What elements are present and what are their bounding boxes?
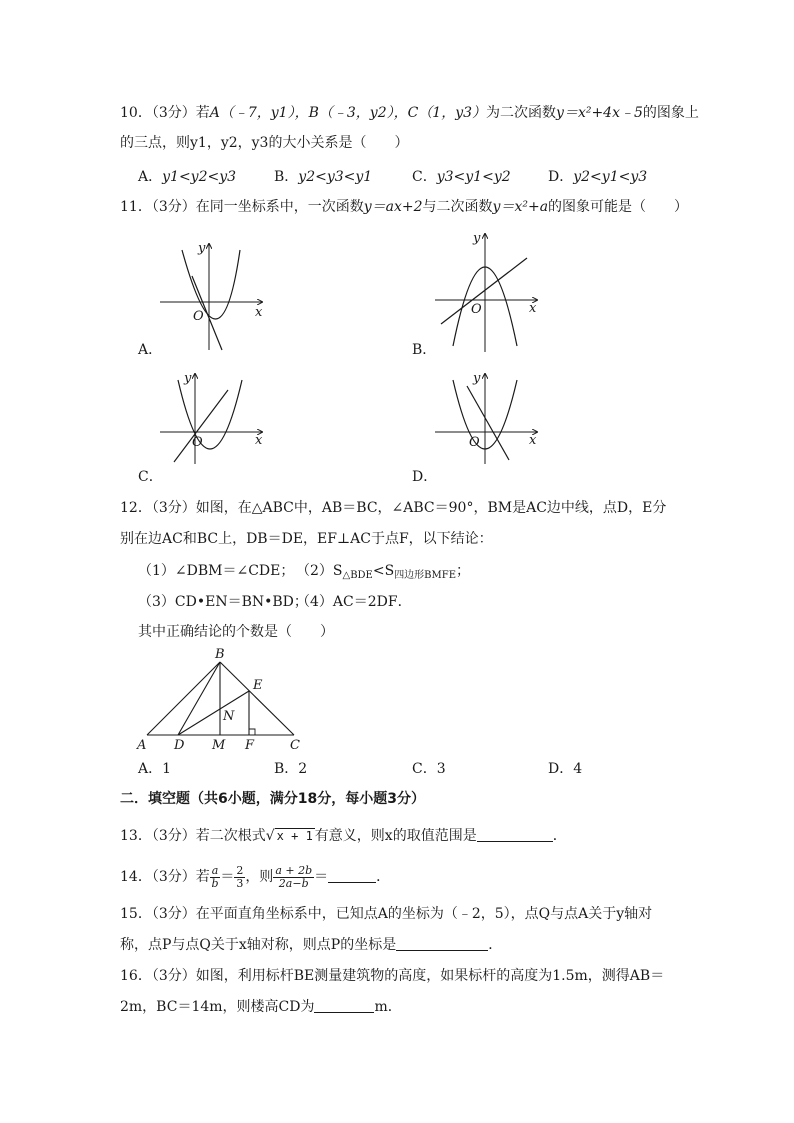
origin-label: O	[469, 435, 480, 450]
q14-answer-blank[interactable]	[328, 868, 376, 883]
q12-line1	[120, 498, 666, 518]
q12-line2: 别在边AC和BC上，DB＝DE，EF⊥AC于点F，以下结论：	[120, 531, 493, 547]
q10-text-c: 的图象上	[642, 105, 699, 121]
q11-linear-function: y＝ax+2	[363, 199, 423, 215]
q10-option-c: C．y3<y1<y2	[412, 169, 511, 185]
q16-line1: 16．（3分）如图，利用标杆BE测量建筑物的高度，如果标杆的高度为1.5m，测得AB＝	[120, 968, 665, 984]
q15-score: （3分）	[151, 906, 196, 922]
q11-text-b: 与二次函数	[422, 199, 493, 215]
q16-number: 16．	[120, 968, 152, 984]
q11-graph-b	[425, 228, 545, 356]
q12-ask: 其中正确结论的个数是（ ）	[138, 624, 334, 640]
x-label: x	[529, 433, 537, 448]
q11-graph-d	[425, 368, 545, 468]
parabola	[182, 250, 240, 319]
q16-answer-blank[interactable]	[314, 998, 374, 1013]
q11-option-b: B．	[412, 342, 437, 358]
y-label: y	[473, 371, 481, 386]
q10-points: A（﹣7，y1），B（﹣3，y2），C（1，y3）	[209, 105, 487, 121]
segment-AB	[147, 662, 220, 735]
q13-text-b: 有意义，则x的取值范围是	[314, 828, 477, 844]
q10-option-b: B．y2<y3<y1	[274, 169, 373, 185]
q16-line2: 2m，BC＝14m，则楼高CD为 m．	[120, 999, 402, 1015]
sqrt-sign: √	[265, 828, 275, 844]
x-label: x	[529, 301, 537, 316]
origin-label: O	[192, 435, 203, 450]
label-A: A	[137, 738, 147, 753]
q15-answer-blank[interactable]	[396, 936, 488, 951]
label-B: B	[215, 647, 225, 662]
q13-line: 13．（3分）若二次根式√ x + 1 有意义，则x的取值范围是 ．	[120, 828, 567, 844]
q12-conclusion-1: （1）∠DBM＝∠CDE；	[138, 563, 295, 579]
label-F: F	[245, 738, 255, 753]
q10-function: y＝x²+4x﹣5	[556, 105, 643, 121]
label-D: D	[174, 738, 185, 753]
label-M: M	[212, 738, 226, 753]
q11-stem	[120, 197, 688, 217]
q10-line2: 的三点，则y1，y2，y3的大小关系是（ ）	[120, 135, 409, 151]
q10-text-b: 为二次函数	[486, 105, 557, 121]
q12-conclusion-3: （3）CD•EN＝BN•BD；	[138, 594, 308, 610]
label-N: N	[223, 709, 235, 724]
q12-option-b: B．2	[274, 761, 308, 777]
x-label: x	[255, 433, 263, 448]
line	[441, 258, 527, 324]
q12-number: 12．	[120, 500, 152, 516]
q10-option-a: A．y1<y2<y3	[138, 169, 237, 185]
q12-option-a: A．1	[138, 761, 172, 777]
q10-option-d: D．y2<y1<y3	[548, 169, 648, 185]
q13-answer-blank[interactable]	[477, 827, 553, 842]
q11-number: 11．	[120, 199, 152, 215]
origin-label: O	[193, 309, 204, 324]
q12-conclusion-4: （4）AC＝2DF．	[296, 594, 412, 610]
segment-DE	[178, 691, 249, 735]
x-label: x	[255, 305, 263, 320]
q12-score: （3分）	[151, 500, 196, 516]
y-label: y	[198, 241, 206, 256]
segment-BD	[178, 662, 220, 735]
q11-quadratic-function: y＝x²+a	[492, 199, 549, 215]
fraction-expression: $\frac{a + 2b}{2a-b}$	[275, 863, 313, 890]
q14-score: （3分）	[151, 869, 196, 885]
q11-graph-c	[150, 368, 275, 468]
section-2-heading: 二．填空题（共6小题，满分18分，每小题3分）	[120, 791, 425, 807]
segment-BC	[220, 662, 294, 735]
q15-number: 15．	[120, 906, 152, 922]
q10-score: （3分）	[151, 105, 196, 121]
q16-score: （3分）	[151, 968, 196, 984]
q13-text-a: 若二次根式	[195, 828, 266, 844]
q15-line1: 15．（3分）在平面直角坐标系中，已知点A的坐标为（﹣2，5），点Q与点A关于y轴对	[120, 906, 653, 922]
origin-label: O	[471, 302, 482, 317]
y-label: y	[473, 231, 481, 246]
q10-number: 10．	[120, 105, 152, 121]
fraction-2-over-3: $\frac{2}{3}$	[236, 863, 244, 890]
q15-line2: 称，点P与点Q关于x轴对称，则点P的坐标是 ．	[120, 937, 503, 953]
q14-number: 14．	[120, 869, 152, 885]
q11-graph-a	[150, 238, 275, 358]
q11-option-d: D．	[412, 469, 438, 485]
label-E: E	[253, 678, 263, 693]
q12-text-1: 如图，在△ABC中，AB＝BC，∠ABC＝90°，BM是AC边中线，点D，E分	[195, 500, 667, 516]
q11-score: （3分）	[151, 199, 196, 215]
q10-text-a: 若	[195, 105, 210, 121]
q12-option-c: C．3	[412, 761, 446, 777]
q12-option-d: D．4	[548, 761, 583, 777]
q12-triangle-figure	[132, 645, 312, 755]
q12-conclusion-2: $(2)S_{\triangle BDE}<S_{四边形BMFE}$；	[296, 563, 471, 581]
q13-number: 13．	[120, 828, 152, 844]
q13-score: （3分）	[151, 828, 196, 844]
q11-text-c: 的图象可能是（ ）	[548, 199, 689, 215]
label-C: C	[290, 738, 300, 753]
q10-line1	[120, 103, 699, 123]
q11-option-a: A．	[138, 342, 163, 358]
q13-radicand: x + 1	[276, 829, 313, 843]
y-label: y	[184, 371, 192, 386]
q11-text-a: 在同一坐标系中，一次函数	[195, 199, 364, 215]
line	[174, 390, 228, 462]
q14-line: 14．（3分）若 $\frac{a}{b}$ ＝ $\frac{2}{3}$ ，则 $\frac{a + 2b}{2a-b}$ ＝ ．	[120, 863, 391, 890]
right-angle-mark	[249, 729, 255, 735]
fraction-a-over-b: $\frac{a}{b}$	[211, 863, 219, 890]
q11-option-c: C．	[138, 469, 163, 485]
